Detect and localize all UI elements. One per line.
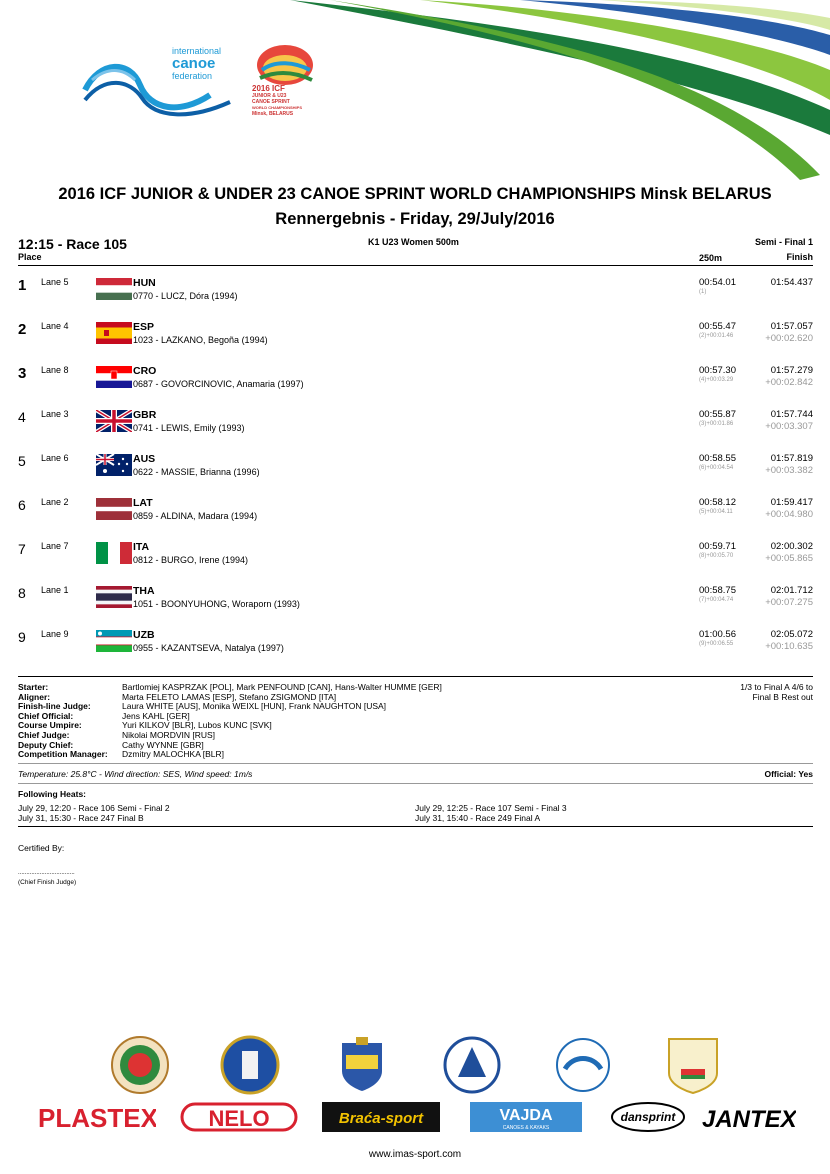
svg-text:VAJDA: VAJDA <box>499 1107 553 1124</box>
lane-label: Lane 2 <box>41 497 69 507</box>
split-rank-gap: (4)+00:03.29 <box>699 377 734 383</box>
results-divider <box>18 676 813 677</box>
result-row <box>0 274 830 318</box>
official-role: Aligner: <box>18 691 51 702</box>
result-row <box>0 494 830 538</box>
split-time-250m: 00:55.47 <box>699 321 736 332</box>
race-time-number: 12:15 - Race 105 <box>18 236 127 252</box>
official-role: Competition Manager: <box>18 749 108 760</box>
official-row <box>18 721 442 731</box>
lane-label: Lane 7 <box>41 541 69 551</box>
place-number: 7 <box>18 541 26 557</box>
athlete-name: 1023 - LAZKANO, Begoña (1994) <box>133 335 268 345</box>
sponsor-braca-sport-logo <box>322 1100 440 1134</box>
progression-rule: Final B Rest out <box>752 692 813 702</box>
place-number: 4 <box>18 409 26 425</box>
nation-code: ITA <box>133 541 150 553</box>
split-time-250m: 00:57.30 <box>699 365 736 376</box>
split-time-250m: 01:00.56 <box>699 629 736 640</box>
place-number: 3 <box>18 365 27 382</box>
finish-gap: +00:05.865 <box>765 553 813 564</box>
finish-time: 02:05.072 <box>770 629 813 640</box>
split-time-250m: 00:54.01 <box>699 277 736 288</box>
lane-label: Lane 1 <box>41 585 69 595</box>
svg-text:Braća-sport: Braća-sport <box>338 1110 424 1127</box>
race-phase: Semi - Final 1 <box>754 237 813 247</box>
finish-gap: +00:07.275 <box>765 597 813 608</box>
champ-logo-line: WORLD CHAMPIONSHIPS <box>252 105 302 110</box>
svg-text:NELO: NELO <box>208 1106 270 1131</box>
event-name: K1 U23 Women 500m <box>368 237 459 247</box>
athlete-name: 0955 - KAZANTSEVA, Natalya (1997) <box>133 643 284 653</box>
result-row <box>0 626 830 670</box>
athlete-name: 0622 - MASSIE, Brianna (1996) <box>133 467 260 477</box>
sponsor-jantex-logo <box>700 1100 796 1134</box>
official-names: Bartlomiej KASPRZAK [POL], Mark PENFOUND [CAN], Hans-Walter HUMME [GER] <box>122 682 442 692</box>
sponsor-emblem-4 <box>442 1035 502 1095</box>
official-names: Laura WHITE [AUS], Monika WEIXL [HUN], Frank NAUGHTON [USA] <box>122 701 387 712</box>
icf-logo <box>80 40 240 130</box>
svg-text:JANTEX: JANTEX <box>702 1106 796 1133</box>
athlete-name: 0770 - LUCZ, Dóra (1994) <box>133 291 238 301</box>
signature-line: .................................. <box>18 870 75 876</box>
lane-label: Lane 8 <box>41 365 69 375</box>
lane-label: Lane 9 <box>41 629 69 639</box>
split-rank-gap: (2)+00:01.46 <box>699 333 734 339</box>
official-names: Dzmitry MALOCHKA [BLR] <box>122 749 225 760</box>
lane-label: Lane 3 <box>41 409 69 419</box>
sponsor-dansprint-logo <box>610 1100 686 1134</box>
official-names: Nikolai MORDVIN [RUS] <box>122 729 216 740</box>
finish-time: 02:01.712 <box>770 585 813 596</box>
svg-text:federation: federation <box>172 71 213 81</box>
tha-flag-icon <box>96 586 132 608</box>
official-row <box>18 731 442 741</box>
ita-flag-icon <box>96 542 132 564</box>
athlete-name: 0687 - GOVORCINOVIC, Anamaria (1997) <box>133 379 304 389</box>
athlete-name: 0741 - LEWIS, Emily (1993) <box>133 423 245 433</box>
split-rank-gap: (9)+00:06.55 <box>699 641 734 647</box>
nation-code: HUN <box>133 277 156 289</box>
split-rank-gap: (5)+00:04.11 <box>699 509 733 515</box>
divider <box>18 826 813 827</box>
footer-url: www.imas-sport.com <box>368 1149 462 1160</box>
place-number: 2 <box>18 321 27 338</box>
finish-time: 01:57.057 <box>770 321 813 332</box>
champ-logo-line: Minsk, BELARUS <box>252 111 294 117</box>
sponsor-emblem-3 <box>332 1035 392 1095</box>
place-number: 1 <box>18 277 27 294</box>
page-title: 2016 ICF JUNIOR & UNDER 23 CANOE SPRINT WORLD CHAMPIONSHIPS Minsk BELARUS <box>58 185 772 203</box>
championship-logo-text <box>252 84 322 117</box>
svg-text:canoe: canoe <box>172 55 216 72</box>
uzb-flag-icon <box>96 630 132 652</box>
divider <box>18 763 813 764</box>
nation-code: THA <box>133 585 155 597</box>
official-role: Finish-line Judge: <box>18 701 91 712</box>
svg-text:PLASTEX: PLASTEX <box>38 1103 156 1133</box>
official-row <box>18 750 442 760</box>
official-names: Marta FELETO LAMAS [ESP], Stefano ZSIGMOND [ITA] <box>122 691 337 702</box>
sponsor-nelo-logo <box>180 1100 298 1134</box>
split-rank-gap: (6)+00:04.54 <box>699 465 734 471</box>
nation-code: AUS <box>133 453 156 465</box>
split-time-250m: 00:59.71 <box>699 541 736 552</box>
finish-gap: +00:02.842 <box>765 377 813 388</box>
divider <box>18 783 813 784</box>
nation-code: GBR <box>133 409 157 421</box>
following-heats-title: Following Heats: <box>18 789 86 799</box>
svg-text:dansprint: dansprint <box>620 1110 676 1124</box>
sponsor-emblem-2 <box>220 1035 280 1095</box>
champ-logo-line: JUNIOR & U23 <box>252 93 287 99</box>
nation-code: CRO <box>133 365 157 377</box>
gbr-flag-icon <box>96 410 132 432</box>
official-role: Deputy Chief: <box>18 739 74 750</box>
esp-flag-icon <box>96 322 132 344</box>
split-rank-gap: (8)+00:05.70 <box>699 553 734 559</box>
hun-flag-icon <box>96 278 132 300</box>
finish-time: 01:54.437 <box>770 277 813 288</box>
official-names: Cathy WYNNE [GBR] <box>122 739 204 750</box>
aus-flag-icon <box>96 454 132 476</box>
finish-gap: +00:02.620 <box>765 333 813 344</box>
column-header-250m: 250m <box>699 253 723 263</box>
finish-gap: +00:04.980 <box>765 509 813 520</box>
place-number: 6 <box>18 497 26 513</box>
athlete-name: 0812 - BURGO, Irene (1994) <box>133 555 249 565</box>
athlete-name: 1051 - BOONYUHONG, Woraporn (1993) <box>133 599 300 609</box>
nation-code: UZB <box>133 629 155 641</box>
result-row <box>0 450 830 494</box>
finish-time: 01:59.417 <box>770 497 813 508</box>
place-number: 9 <box>18 629 26 645</box>
split-time-250m: 00:58.75 <box>699 585 736 596</box>
sponsor-emblem-5 <box>553 1035 613 1095</box>
split-rank-gap: (7)+00:04.74 <box>699 597 734 603</box>
finish-time: 01:57.819 <box>770 453 813 464</box>
page-subtitle: Rennergebnis - Friday, 29/July/2016 <box>275 210 555 228</box>
split-time-250m: 00:55.87 <box>699 409 736 420</box>
column-header-finish: Finish <box>786 252 813 262</box>
official-row <box>18 702 442 712</box>
official-names: Jens KAHL [GER] <box>122 710 190 721</box>
place-number: 5 <box>18 453 26 469</box>
result-row <box>0 318 830 362</box>
finish-gap: +00:03.307 <box>765 421 813 432</box>
following-heat: July 31, 15:30 - Race 247 Final B <box>18 813 144 823</box>
result-row <box>0 362 830 406</box>
lane-label: Lane 6 <box>41 453 69 463</box>
weather-conditions: Temperature: 25.8°C - Wind direction: SES, Wind speed: 1m/s <box>18 769 253 779</box>
official-role: Chief Official: <box>18 710 74 721</box>
finish-time: 02:00.302 <box>770 541 813 552</box>
header-divider <box>18 265 813 266</box>
split-time-250m: 00:58.12 <box>699 497 736 508</box>
result-row <box>0 538 830 582</box>
progression-rule: 1/3 to Final A 4/6 to <box>740 682 813 692</box>
nation-code: LAT <box>133 497 153 509</box>
split-rank-gap: (1) <box>699 289 707 295</box>
certified-by-label: Certified By: <box>18 843 65 853</box>
nation-code: ESP <box>133 321 155 333</box>
sponsor-emblem-1 <box>110 1035 170 1095</box>
lane-label: Lane 4 <box>41 321 69 331</box>
result-row <box>0 582 830 626</box>
following-heat: July 29, 12:20 - Race 106 Semi - Final 2 <box>18 803 170 813</box>
official-status: Official: Yes <box>764 769 813 779</box>
finish-time: 01:57.279 <box>770 365 813 376</box>
official-role: Starter: <box>18 682 49 692</box>
svg-text:CANOES & KAYAKS: CANOES & KAYAKS <box>502 1125 550 1131</box>
signature-role: (Chief Finish Judge) <box>18 879 77 886</box>
sponsor-emblem-6 <box>663 1035 723 1095</box>
following-heat: July 31, 15:40 - Race 249 Final A <box>415 813 541 823</box>
column-header-place: Place <box>18 252 42 262</box>
lane-label: Lane 5 <box>41 277 69 287</box>
champ-logo-line: CANOE SPRINT <box>252 99 290 105</box>
split-rank-gap: (3)+00:01.86 <box>699 421 734 427</box>
place-number: 8 <box>18 585 26 601</box>
svg-text:international: international <box>172 46 222 56</box>
split-time-250m: 00:58.55 <box>699 453 736 464</box>
champ-logo-year: 2016 ICF <box>252 84 285 93</box>
sponsor-vajda-logo <box>470 1100 582 1134</box>
official-role: Chief Judge: <box>18 729 70 740</box>
sponsor-plastex-logo <box>36 1100 156 1134</box>
result-row <box>0 406 830 450</box>
following-heat: July 29, 12:25 - Race 107 Semi - Final 3 <box>415 803 567 813</box>
lat-flag-icon <box>96 498 132 520</box>
cro-flag-icon <box>96 366 132 388</box>
official-role: Course Umpire: <box>18 720 82 731</box>
finish-gap: +00:03.382 <box>765 465 813 476</box>
official-names: Yuri KILKOV [BLR], Lubos KUNC [SVK] <box>122 720 272 731</box>
athlete-name: 0859 - ALDINA, Madara (1994) <box>133 511 258 521</box>
finish-time: 01:57.744 <box>770 409 813 420</box>
finish-gap: +00:10.635 <box>765 641 813 652</box>
officials-list <box>18 683 442 760</box>
